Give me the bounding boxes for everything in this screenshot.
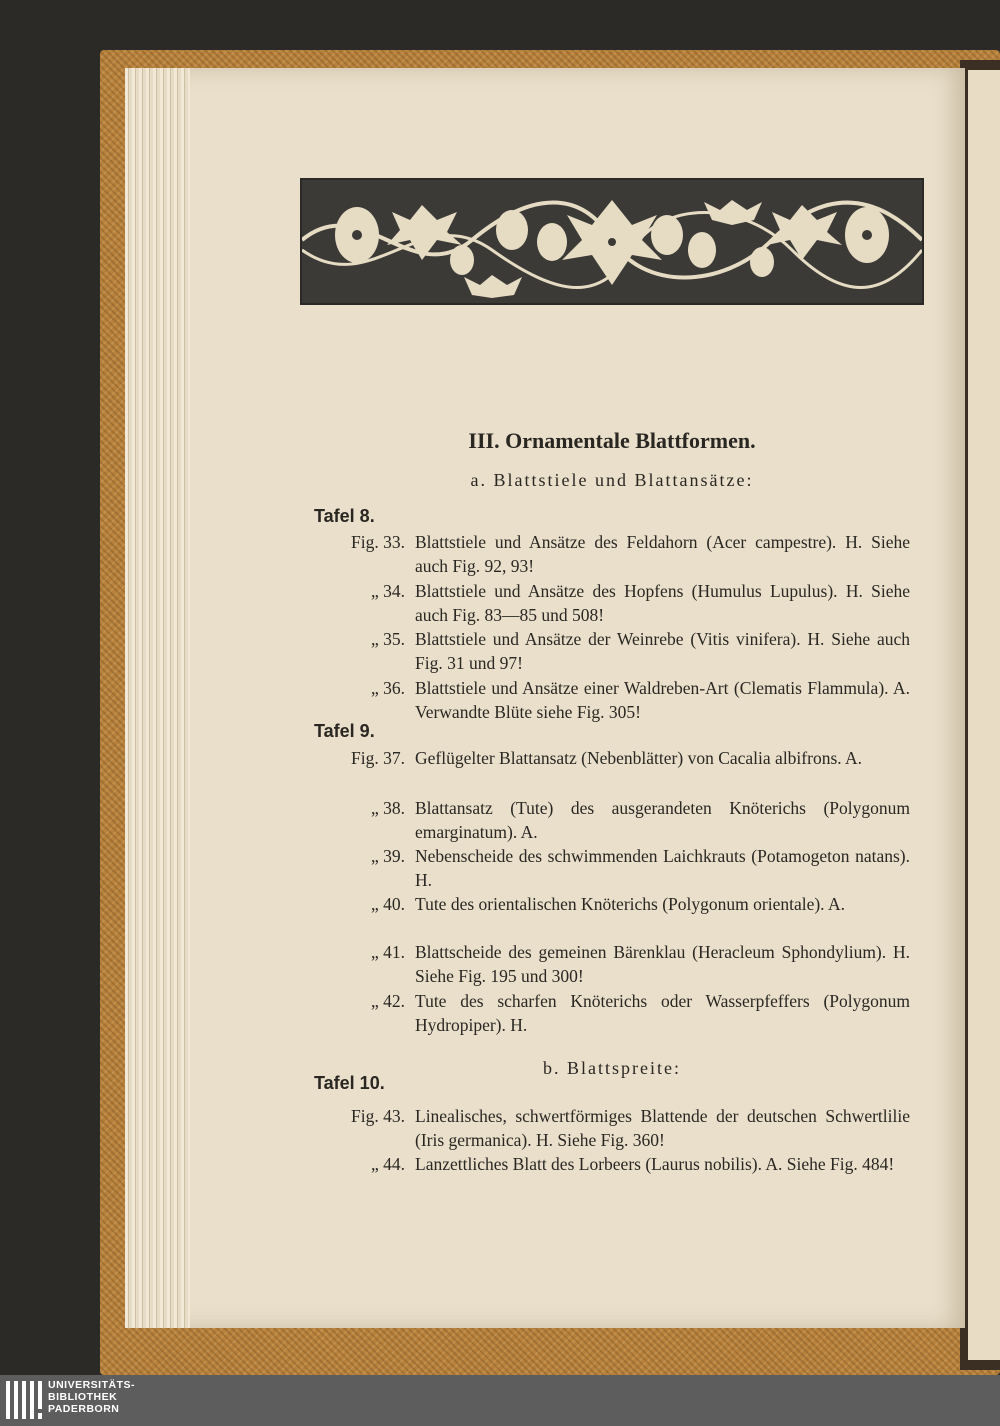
figure-description: Linealisches, schwertförmiges Blattende der deutschen Schwertlilie (Iris germanica). H. Siehe Fig. 360! — [415, 1106, 910, 1150]
figure-description: Lanzettliches Blatt des Lorbeers (Laurus nobilis). A. Siehe Fig. 484! — [415, 1154, 895, 1174]
plate-heading-8: Tafel 8. — [314, 506, 375, 526]
facing-page-edge — [968, 70, 1000, 1360]
figure-number: „ 35. — [370, 629, 405, 649]
library-logo-text — [48, 1379, 135, 1415]
figure-entry-34 — [330, 579, 910, 627]
figure-description: Blattstiele und Ansätze des Feldahorn (Acer campestre). H. Siehe auch Fig. 92, 93! — [415, 532, 910, 576]
section-heading-b: b. Blattspreite: — [543, 1058, 681, 1078]
figure-description: Tute des scharfen Knöterichs oder Wasserpfeffers (Polygonum Hydropiper). H. — [415, 991, 910, 1035]
figure-entry-38 — [330, 796, 910, 844]
figure-description: Blattscheide des gemeinen Bärenklau (Heracleum Sphondylium). H. Siehe Fig. 195 und 300! — [415, 942, 910, 986]
figure-entry-42 — [330, 989, 910, 1037]
figure-description: Nebenscheide des schwimmenden Laichkrauts (Potamogeton natans). H. — [415, 846, 910, 890]
figure-number: „ 34. — [370, 581, 405, 601]
figure-entry-35 — [330, 627, 910, 675]
figure-description: Blattansatz (Tute) des ausgerandeten Knöterichs (Polygonum emarginatum). A. — [415, 798, 910, 842]
chapter-title: III. Ornamentale Blattformen. — [468, 428, 756, 453]
figure-number: Fig. 37. — [351, 748, 405, 768]
figure-entry-39 — [330, 844, 910, 892]
figure-entry-37 — [330, 746, 910, 770]
figure-description: Blattstiele und Ansätze der Weinrebe (Vitis vinifera). H. Siehe auch Fig. 31 und 97! — [415, 629, 910, 673]
figure-number: „ 42. — [370, 991, 405, 1011]
figure-number: Fig. 33. — [351, 532, 405, 552]
logo-line-2: BIBLIOTHEK — [48, 1391, 118, 1403]
page-stack-edges — [125, 68, 190, 1328]
ornamental-hop-vine-banner — [300, 178, 924, 305]
figure-description: Blattstiele und Ansätze des Hopfens (Humulus Lupulus). H. Siehe auch Fig. 83—85 und 508! — [415, 581, 910, 625]
figure-number: „ 39. — [370, 846, 405, 866]
logo-line-3: PADERBORN — [48, 1403, 120, 1415]
section-heading-a: a. Blattstiele und Blattansätze: — [470, 470, 754, 490]
figure-entry-33 — [330, 530, 910, 578]
figure-entry-36 — [330, 676, 910, 724]
plate-heading-10: Tafel 10. — [314, 1073, 385, 1093]
figure-number: „ 40. — [370, 894, 405, 914]
figure-number: Fig. 43. — [351, 1106, 405, 1126]
figure-number: „ 41. — [370, 942, 405, 962]
figure-number: „ 38. — [370, 798, 405, 818]
figure-description: Geflügelter Blattansatz (Nebenblätter) von Cacalia albifrons. A. — [415, 748, 863, 768]
figure-number: „ 36. — [370, 678, 405, 698]
figure-description: Blattstiele und Ansätze einer Waldreben-Art (Clematis Flammula). A. Verwandte Blüte siehe Fig. 305! — [415, 678, 910, 722]
figure-description: Tute des orientalischen Knöterichs (Polygonum orientale). A. — [415, 894, 845, 914]
library-footer-bar — [0, 1375, 1000, 1426]
plate-heading-9: Tafel 9. — [314, 721, 375, 741]
figure-entry-40 — [330, 892, 910, 916]
figure-number: „ 44. — [370, 1154, 405, 1174]
figure-entry-44 — [330, 1152, 910, 1176]
figure-entry-43 — [330, 1104, 910, 1152]
logo-line-1: UNIVERSITÄTS- — [48, 1379, 136, 1391]
figure-entry-41 — [330, 940, 910, 988]
